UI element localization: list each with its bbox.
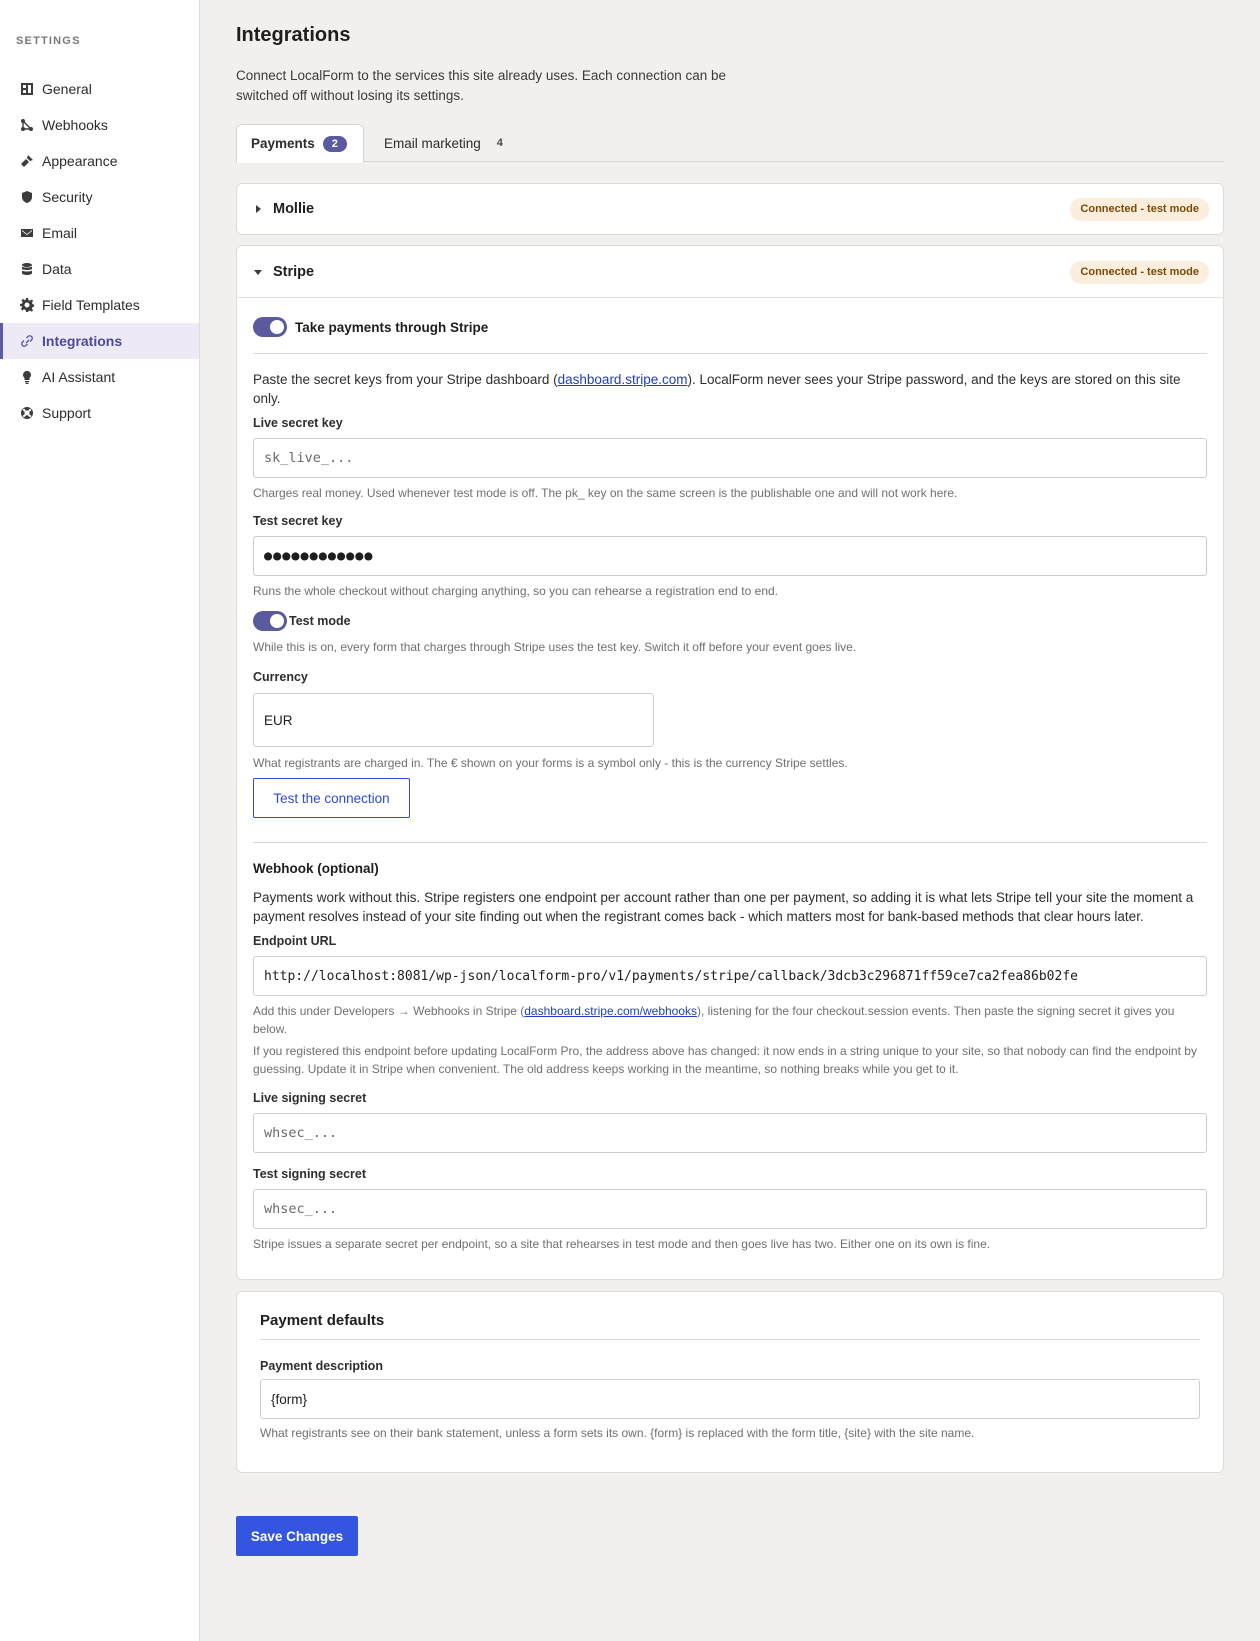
endpoint-help xyxy=(253,1002,1207,1038)
dashboard-icon xyxy=(20,82,34,96)
test-connection-button[interactable]: Test the connection xyxy=(253,778,410,818)
sidebar-item-field-templates[interactable] xyxy=(0,287,199,323)
divider xyxy=(253,842,1207,843)
tab-count: 4 xyxy=(496,137,503,149)
sidebar-item-webhooks[interactable] xyxy=(0,107,199,143)
stripe-webhooks-link[interactable]: dashboard.stripe.com/webhooks xyxy=(524,1004,698,1018)
live-signing-secret-label: Live signing secret xyxy=(253,1091,367,1105)
divider xyxy=(253,353,1207,354)
test-signing-secret-label: Test signing secret xyxy=(253,1167,366,1181)
shield-icon xyxy=(20,190,34,204)
currency-label: Currency xyxy=(253,670,308,684)
enable-stripe-label: Take payments through Stripe xyxy=(295,319,489,335)
envelope-icon xyxy=(20,226,34,240)
sidebar-nav xyxy=(0,71,199,431)
stripe-title: Stripe xyxy=(273,263,315,280)
sidebar-item-general[interactable] xyxy=(0,71,199,107)
stripe-settings xyxy=(237,297,1223,1279)
test-signing-secret-input[interactable] xyxy=(253,1189,1207,1229)
test-key-help: Runs the whole checkout without charging anything, so you can rehearse a registration end to end. xyxy=(253,584,778,598)
gear-icon xyxy=(20,298,34,312)
test-mode-help: While this is on, every form that charges through Stripe uses the test key. Switch it off before your event goes live. xyxy=(253,640,857,654)
test-mode-row xyxy=(253,611,351,631)
status-badge: Connected - test mode xyxy=(1070,198,1209,221)
sidebar-item-integrations[interactable] xyxy=(0,323,199,359)
mollie-panel xyxy=(236,183,1224,235)
endpoint-url-label: Endpoint URL xyxy=(253,934,337,948)
brush-icon xyxy=(20,154,34,168)
sidebar-item-email[interactable] xyxy=(0,215,199,251)
lifebuoy-icon xyxy=(20,406,34,420)
test-mode-label: Test mode xyxy=(289,614,351,628)
webhook-section-title: Webhook (optional) xyxy=(253,861,379,876)
tab-label: Email marketing xyxy=(384,135,481,151)
sidebar-item-appearance[interactable] xyxy=(0,143,199,179)
endpoint-help-text: ), listening for the four checkout.session events. Then paste the signing secret it gives you below. xyxy=(253,1004,1175,1036)
sidebar-item-label: Support xyxy=(42,405,92,421)
endpoint-url-field[interactable] xyxy=(253,956,1207,996)
live-secret-key-input[interactable] xyxy=(253,438,1207,478)
tab-email-marketing[interactable] xyxy=(384,124,503,162)
sidebar-item-label: Appearance xyxy=(42,153,118,169)
settings-sidebar xyxy=(0,0,200,1641)
payment-defaults-title: Payment defaults xyxy=(260,1312,385,1329)
tab-payments[interactable] xyxy=(236,124,364,163)
sidebar-item-label: Webhooks xyxy=(42,117,108,133)
tab-count-badge: 2 xyxy=(323,136,347,152)
sidebar-heading: SETTINGS xyxy=(16,35,81,47)
caret-right-icon xyxy=(253,204,263,214)
payment-description-label: Payment description xyxy=(260,1359,383,1373)
mollie-title: Mollie xyxy=(273,201,315,217)
sidebar-item-label: Email xyxy=(42,225,78,241)
database-icon xyxy=(20,262,34,276)
stripe-accordion-header[interactable] xyxy=(237,246,1223,297)
sidebar-item-label: Security xyxy=(42,189,93,205)
enable-stripe-row xyxy=(253,317,488,337)
lightbulb-icon xyxy=(20,370,34,384)
page-title: Integrations xyxy=(236,24,351,46)
sidebar-item-data[interactable] xyxy=(0,251,199,287)
payment-description-input[interactable] xyxy=(260,1379,1200,1419)
sidebar-item-label: Data xyxy=(42,261,72,277)
keys-intro xyxy=(253,370,1207,408)
keys-intro-text: Paste the secret keys from your Stripe dashboard ( xyxy=(253,372,558,387)
mollie-accordion-header[interactable] xyxy=(237,184,1223,234)
divider xyxy=(260,1339,1200,1340)
sidebar-item-label: Field Templates xyxy=(42,297,140,313)
save-changes-button[interactable]: Save Changes xyxy=(236,1516,358,1556)
sidebar-item-ai-assistant[interactable] xyxy=(0,359,199,395)
live-key-label: Live secret key xyxy=(253,416,343,430)
endpoint-change-note: If you registered this endpoint before updating LocalForm Pro, the address above has changed: it now ends in a string unique to your site, so that nobody can find the endpoint by guessing. Update it in Stripe when convenient. The old address keeps working in the meantime, so nothing breaks while you get to it. xyxy=(253,1044,1197,1076)
endpoint-help-text: Add this under Developers → Webhooks in Stripe ( xyxy=(253,1004,525,1018)
sidebar-item-label: AI Assistant xyxy=(42,369,116,385)
currency-input[interactable] xyxy=(253,693,654,747)
caret-down-icon xyxy=(253,267,263,277)
live-signing-secret-input[interactable] xyxy=(253,1113,1207,1153)
test-key-label: Test secret key xyxy=(253,514,343,528)
stripe-panel xyxy=(236,245,1224,1280)
sidebar-item-security[interactable] xyxy=(0,179,199,215)
enable-stripe-toggle[interactable] xyxy=(253,317,287,337)
status-badge: Connected - test mode xyxy=(1070,261,1209,284)
page-intro: Connect LocalForm to the services this site already uses. Each connection can be switched off without losing its settings. xyxy=(236,68,727,103)
currency-help: What registrants are charged in. The € shown on your forms is a symbol only - this is the currency Stripe settles. xyxy=(253,756,848,770)
stripe-dashboard-link[interactable]: dashboard.stripe.com xyxy=(557,372,688,387)
sidebar-item-label: Integrations xyxy=(42,333,123,349)
sidebar-item-label: General xyxy=(42,81,92,97)
webhooks-icon xyxy=(20,118,34,132)
link-icon xyxy=(20,334,34,348)
keys-intro-text: ). LocalForm never sees your Stripe password, and the keys are stored on this site only. xyxy=(253,372,1181,406)
test-secret-key-input[interactable] xyxy=(253,536,1207,576)
payment-defaults-panel xyxy=(236,1291,1224,1473)
tab-label: Payments xyxy=(251,136,315,151)
signing-secrets-help: Stripe issues a separate secret per endpoint, so a site that rehearses in test mode and then goes live has two. Either one on its own is fine. xyxy=(253,1237,991,1251)
payment-description-help: What registrants see on their bank statement, unless a form sets its own. {form} is replaced with the form title, {site} with the site name. xyxy=(260,1426,975,1440)
sidebar-item-support[interactable] xyxy=(0,395,199,431)
webhook-intro: Payments work without this. Stripe registers one endpoint per account rather than one per payment, so adding it is what lets Stripe tell your site the moment a payment resolves instead of your site finding out when the registrant comes back - which matters most for bank-based methods that clear hours later. xyxy=(253,890,1194,924)
test-mode-toggle[interactable] xyxy=(253,611,287,631)
live-key-help: Charges real money. Used whenever test mode is off. The pk_ key on the same screen is the publishable one and will not work here. xyxy=(253,486,958,500)
tab-bar xyxy=(236,124,1224,162)
